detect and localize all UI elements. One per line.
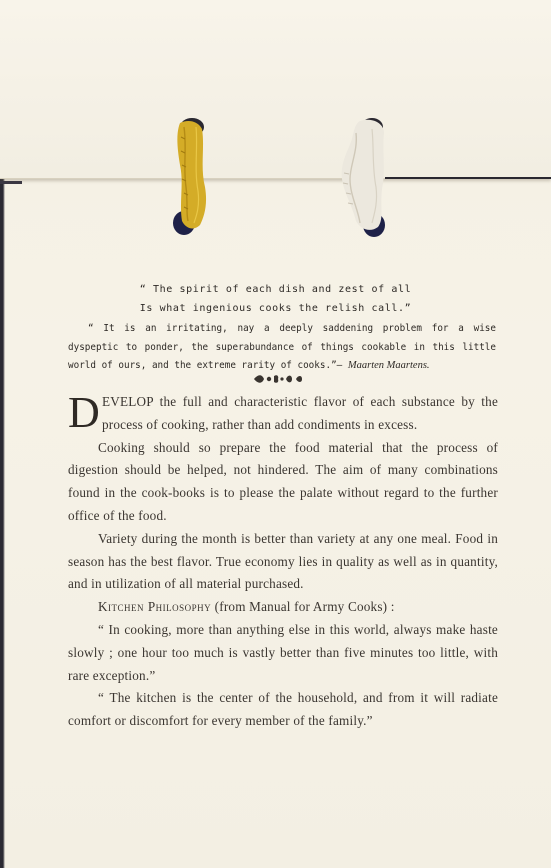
paragraph-2: Cooking should so prepare the food material that the process of digestion should be helped, not hindered. The aim of many combinations found in the cook-books is to please the palate without regard to the further office of the food. <box>68 439 498 523</box>
main-text <box>68 388 498 733</box>
paragraph-4 <box>68 596 498 619</box>
quotation-text <box>68 320 496 376</box>
flap-edge-left <box>0 181 22 184</box>
epigraph <box>0 280 551 318</box>
epigraph-line-2: Is what ingenious cooks the relish call.” <box>139 303 412 314</box>
paragraph-5: “ In cooking, more than anything else in this world, always make haste slowly ; one hour too much is vastly better than five minutes too little, with rare exception.” <box>68 621 498 683</box>
quotation-author: Maarten Maartens. <box>347 360 430 371</box>
paragraph-4-text: (from Manual for Army Cooks) : <box>211 599 395 615</box>
paragraph-6: “ The kitchen is the center of the household, and from it will radiate comfort or discomfort for every member of the family.” <box>68 690 498 729</box>
quotation-body: “ It is an irritating, nay a deeply saddening problem for a wise dyspeptic to ponder, the superabundance of things cookable in this little world of ours, and the extreme rarity of cooks.”— <box>68 323 496 371</box>
kitchen-philosophy-heading: Kitchen Philosophy <box>98 599 212 615</box>
epigraph-line-1: “ The spirit of each dish and zest of all <box>139 284 412 295</box>
folded-top-flap <box>0 0 551 179</box>
drop-cap: D <box>68 388 100 437</box>
gold-ribbon <box>172 117 218 239</box>
paragraph-1 <box>68 388 498 437</box>
paragraph-3: Variety during the month is better than variety at any one meal. Food in season has the best flavor. True economy lies in quality as well as in quantity, and in utilization of all material purchased. <box>68 530 498 592</box>
ornament-icon <box>252 373 304 385</box>
paragraph-1-text: EVELOP the full and characteristic flavor of each substance by the process of cooking, rather than add condiments in excess. <box>101 394 498 432</box>
white-ribbon <box>338 117 390 239</box>
quotation-block <box>68 320 496 376</box>
flap-edge-line <box>385 177 551 179</box>
